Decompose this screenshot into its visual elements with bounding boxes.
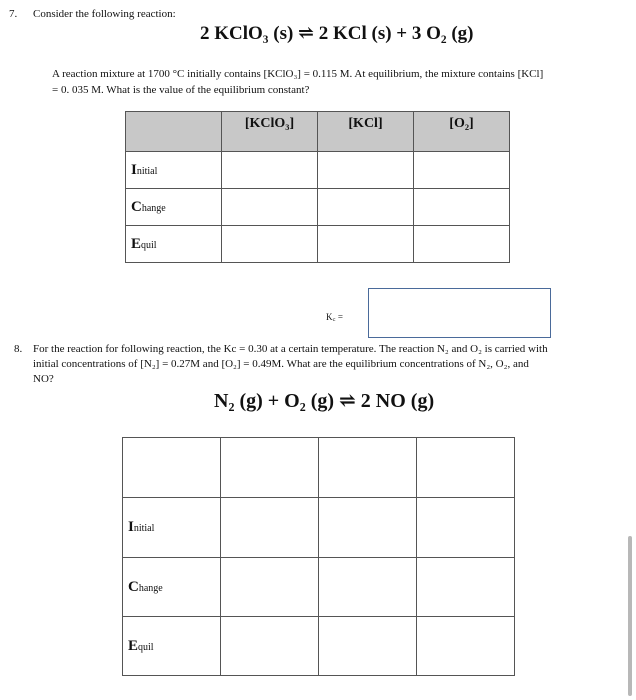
q8-cell-equil-n2[interactable] <box>221 617 319 676</box>
q7-row-change <box>126 189 510 226</box>
q7-cell-equil-o2[interactable] <box>414 226 510 263</box>
q8-cell-change-n2[interactable] <box>221 558 319 617</box>
q8-label-equil: Equil <box>123 617 221 676</box>
q8-number: 8. <box>14 343 23 355</box>
q8-row-header <box>123 438 515 498</box>
q7-equation: 2 KClO₃ (s) ⇌ 2 KCl (s) + 3 O₂ (g) <box>200 23 474 44</box>
q7-cell-equil-kcl[interactable] <box>318 226 414 263</box>
q7-header-kclo3: [KClO₃] <box>222 112 318 152</box>
q8-ice-table <box>122 437 515 676</box>
scrollbar-thumb[interactable] <box>628 536 632 696</box>
q7-row-initial <box>126 152 510 189</box>
q7-header-kcl: [KCl] <box>318 112 414 152</box>
q7-cell-initial-kclo3[interactable] <box>222 152 318 189</box>
q8-row-change <box>123 558 515 617</box>
q7-row-equil <box>126 226 510 263</box>
q7-kc-label: K꜀ = <box>326 312 343 322</box>
q7-cell-initial-kcl[interactable] <box>318 152 414 189</box>
q8-header-n2[interactable] <box>221 438 319 498</box>
q7-label-equil: Equil <box>126 226 222 263</box>
q7-kc-answer-box[interactable] <box>368 288 551 338</box>
q7-table-header-row <box>126 112 510 152</box>
q8-text-line1: For the reaction for following reaction, the Kc = 0.30 at a certain temperature. The reaction N₂ and O₂ is carried with <box>33 343 548 355</box>
q8-cell-initial-no[interactable] <box>417 498 515 558</box>
q8-label-change: Change <box>123 558 221 617</box>
q7-cell-change-kclo3[interactable] <box>222 189 318 226</box>
q8-equation: N₂ (g) + O₂ (g) ⇌ 2 NO (g) <box>214 390 435 412</box>
q8-header-o2[interactable] <box>319 438 417 498</box>
q7-prompt: Consider the following reaction: <box>33 8 176 20</box>
q8-text-line2: initial concentrations of [N₂] = 0.27M and [O₂] = 0.49M. What are the equilibrium concentrations of N₂, O₂, and <box>33 358 529 370</box>
q8-label-initial: Initial <box>123 498 221 558</box>
q8-cell-change-no[interactable] <box>417 558 515 617</box>
q7-text-line1: A reaction mixture at 1700 °C initially contains [KClO₃] = 0.115 M. At equilibrium, the mixture contains [KCl] <box>52 68 544 80</box>
q8-cell-equil-no[interactable] <box>417 617 515 676</box>
q7-header-o2: [O₂] <box>414 112 510 152</box>
q8-header-corner <box>123 438 221 498</box>
q7-ice-table <box>125 111 510 263</box>
q7-cell-equil-kclo3[interactable] <box>222 226 318 263</box>
q7-cell-initial-o2[interactable] <box>414 152 510 189</box>
q7-number: 7. <box>9 8 18 20</box>
q8-cell-initial-o2[interactable] <box>319 498 417 558</box>
q7-label-initial: Initial <box>126 152 222 189</box>
q8-text-line3: NO? <box>33 373 54 385</box>
q7-header-corner <box>126 112 222 152</box>
q8-cell-initial-n2[interactable] <box>221 498 319 558</box>
q8-row-initial <box>123 498 515 558</box>
q7-text-line2: = 0. 035 M. What is the value of the equilibrium constant? <box>52 84 310 96</box>
q7-label-change: Change <box>126 189 222 226</box>
q8-row-equil <box>123 617 515 676</box>
q7-cell-change-kcl[interactable] <box>318 189 414 226</box>
q8-cell-change-o2[interactable] <box>319 558 417 617</box>
q7-cell-change-o2[interactable] <box>414 189 510 226</box>
q8-cell-equil-o2[interactable] <box>319 617 417 676</box>
q8-header-no[interactable] <box>417 438 515 498</box>
